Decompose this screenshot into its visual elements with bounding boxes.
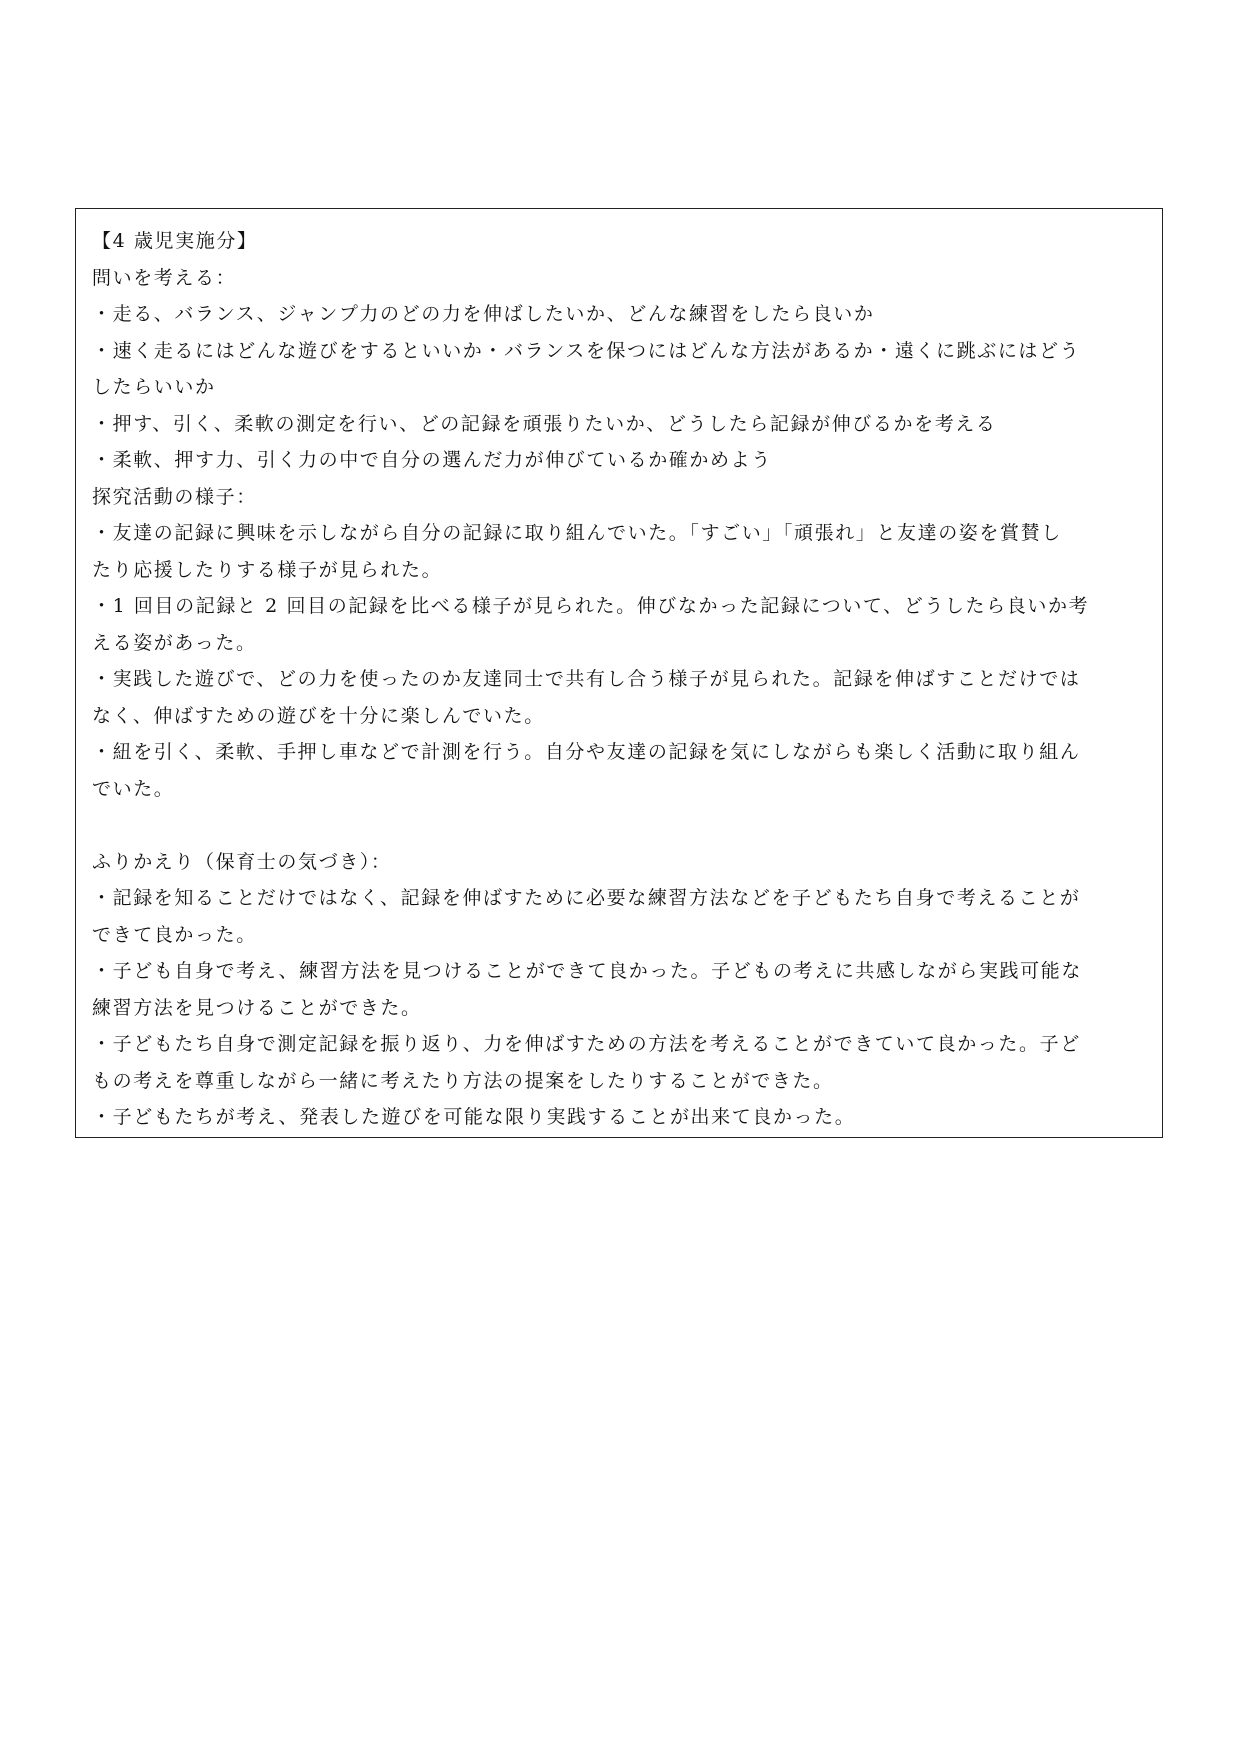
reflection-line: もの考えを尊重しながら一緒に考えたり方法の提案をしたりすることができた。 (92, 1069, 834, 1092)
reflection-line: できて良かった。 (92, 923, 257, 946)
question-line: ・柔軟、押す力、引く力の中で自分の選んだ力が伸びているか確かめよう (92, 449, 772, 471)
reflection-line: 練習方法を見つけることができた。 (92, 996, 422, 1019)
activity-line: ・実践した遊びで、どの力を使ったのか友達同士で共有し合う様子が見られた。記録を伸ばすことだけでは (92, 668, 1081, 690)
record-title: 【4 歳児実施分】 (92, 230, 258, 252)
record-box (75, 208, 1163, 1138)
activity-line: たり応援したりする様子が見られた。 (92, 558, 443, 581)
reflection-heading: ふりかえり（保育士の気づき）： (92, 850, 392, 873)
activity-line: える姿があった。 (92, 631, 257, 654)
activity-line: ・紐を引く、柔軟、手押し車などで計測を行う。自分や友達の記録を気にしながらも楽しく活動に取り組ん (92, 741, 1081, 763)
question-heading: 問いを考える： (92, 266, 237, 289)
activity-heading: 探究活動の様子： (92, 485, 257, 508)
activity-line: ・友達の記録に興味を示しながら自分の記録に取り組んでいた。「すごい」「頑張れ」と友達の姿を賞賛し (92, 522, 1062, 544)
reflection-line: ・子ども自身で考え、練習方法を見つけることができて良かった。子どもの考えに共感しながら実践可能な (92, 960, 1082, 982)
blank-line (92, 807, 1146, 844)
question-line: ・押す、引く、柔軟の測定を行い、どの記録を頑張りたいか、どうしたら記録が伸びるかを考える (92, 412, 997, 435)
activity-line: でいた。 (92, 777, 175, 800)
question-line: ・速く走るにはどんな遊びをするといいか・バランスを保つにはどんな方法があるか・遠くに跳ぶにはどう (92, 339, 1081, 362)
question-line: したらいいか (92, 376, 216, 398)
activity-line: ・1 回目の記録と 2 回目の記録を比べる様子が見られた。伸びなかった記録について、どうしたら良いか考 (92, 595, 1090, 617)
question-line: ・走る、バランス、ジャンプ力のどの力を伸ばしたいか、どんな練習をしたら良いか (92, 303, 875, 325)
reflection-line: ・記録を知ることだけではなく、記録を伸ばすために必要な練習方法などを子どもたち自身で考えることが (92, 887, 1081, 909)
reflection-line: ・子どもたちが考え、発表した遊びを可能な限り実践することが出来て良かった。 (92, 1106, 856, 1128)
activity-line: なく、伸ばすための遊びを十分に楽しんでいた。 (92, 704, 545, 727)
reflection-line: ・子どもたち自身で測定記録を振り返り、力を伸ばすための方法を考えることができていて良かった。子ど (92, 1033, 1081, 1055)
